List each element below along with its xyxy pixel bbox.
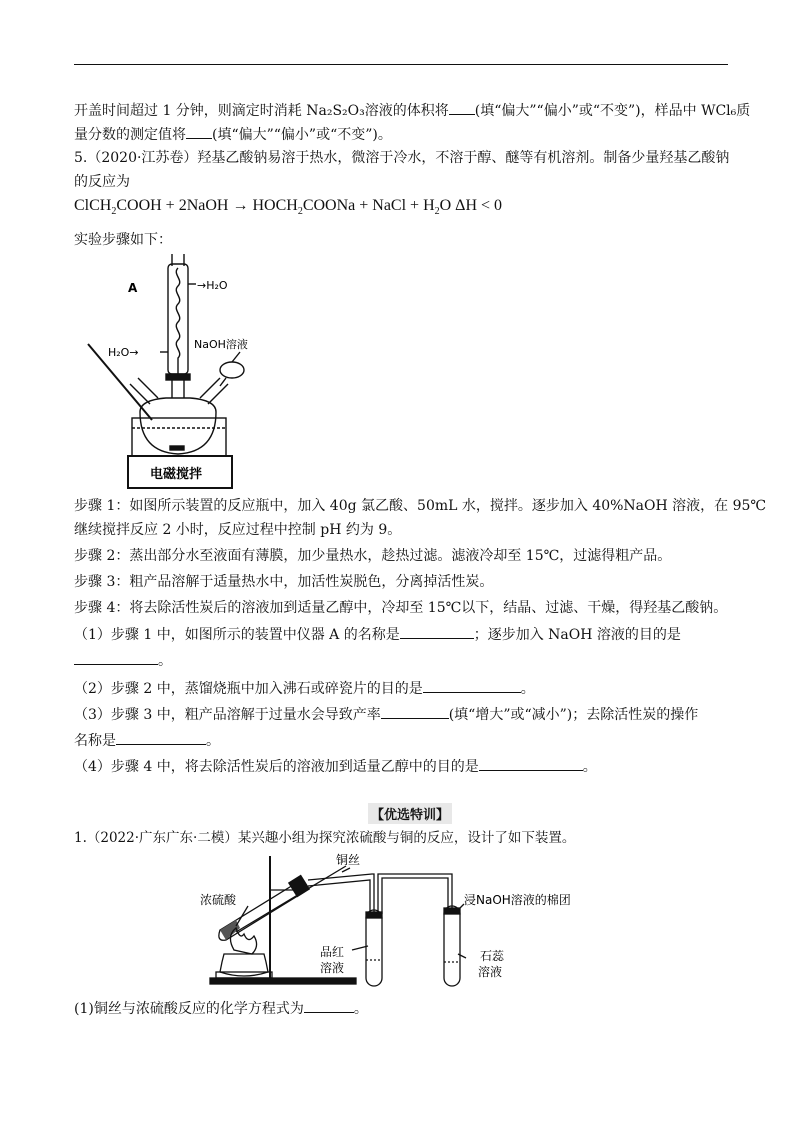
label-water-out: →H₂O	[197, 279, 228, 292]
practice-question-1: (1)铜丝与浓硫酸反应的化学方程式为 。	[74, 998, 368, 1019]
answer-blank-q3-yield[interactable]	[381, 704, 449, 719]
problem-5-intro: 5.（2020·江苏卷）羟基乙酸钠易溶于热水，微溶于冷水，不溶于醇、醚等有机溶剂。制备少量羟基乙酸钠	[74, 150, 730, 166]
question-2: （2）步骤 2 中，蒸馏烧瓶中加入沸石或碎瓷片的目的是 。	[74, 678, 535, 699]
answer-blank-q2[interactable]	[423, 678, 521, 693]
line-1-part-a: 开盖时间超过 1 分钟，则滴定时消耗 Na₂S₂O₃溶液的体积将	[74, 103, 449, 119]
label-pinhong-2: 溶液	[320, 961, 345, 975]
answer-blank-volume[interactable]	[449, 100, 475, 115]
label-copper-wire: 铜丝	[336, 853, 361, 867]
label-cotton: 浸NaOH溶液的棉团	[464, 893, 571, 907]
step-2: 步骤 2：蒸出部分水至液面有薄膜，加少量热水，趁热过滤。滤液冷却至 15℃，过滤得粗产品。	[74, 548, 672, 564]
answer-blank-q3-operation[interactable]	[116, 730, 206, 745]
question-1-cont: 。	[74, 650, 172, 671]
answer-blank-mass-fraction[interactable]	[186, 124, 212, 139]
question-4: （4）步骤 4 中，将去除活性炭后的溶液加到适量乙醇中的目的是 。	[74, 756, 597, 777]
line-2-part-b: (填“偏大”“偏小”或“不变”)。	[212, 127, 392, 143]
step-1-line-1: 步骤 1：如图所示装置的反应瓶中，加入 40g 氯乙酸、50mL 水，搅拌。逐步加入 40%NaOH 溶液，在 95℃	[74, 498, 767, 514]
question-3: （3）步骤 3 中，粗产品溶解于过量水会导致产率 (填“增大”或“减小”)；去除活性炭的操作	[74, 704, 698, 725]
stand-base	[210, 978, 356, 984]
label-stirrer: 电磁搅拌	[150, 467, 203, 482]
step-4: 步骤 4：将去除活性炭后的溶液加到适量乙醇中，冷却至 15℃以下，结晶、过滤、干燥，得羟基乙酸钠。	[74, 600, 728, 616]
alcohol-lamp	[220, 954, 268, 976]
line-2-part-a: 量分数的测定值将	[74, 127, 186, 143]
step-1-line-2: 继续搅拌反应 2 小时，反应过程中控制 pH 约为 9。	[74, 522, 402, 538]
answer-blank-q1-instrument[interactable]	[400, 624, 474, 639]
litmus-test-tube	[444, 906, 460, 986]
question-3-cont: 名称是 。	[74, 730, 220, 751]
copper-acid-apparatus-figure	[196, 850, 600, 990]
line-1-part-b: (填“偏大”“偏小”或“不变”)，样品中 WCl₆质	[474, 103, 751, 119]
label-a: A	[128, 281, 138, 295]
label-conc-acid: 浓硫酸	[200, 893, 237, 907]
text-line-2	[74, 124, 392, 145]
label-pinhong-1: 品红	[320, 945, 345, 959]
answer-blank-q1-purpose[interactable]	[74, 650, 158, 665]
question-1: （1）步骤 1 中，如图所示的装置中仪器 A 的名称是 ；逐步加入 NaOH 溶液的目的是	[74, 624, 681, 645]
label-litmus-2: 溶液	[478, 965, 503, 979]
pinhong-test-tube	[366, 910, 382, 986]
practice-problem-1: 1.（2022·广东广东·二模）某兴趣小组为探究浓硫酸与铜的反应，设计了如下装置。	[74, 830, 576, 846]
label-litmus-1: 石蕊	[480, 949, 505, 963]
step-3: 步骤 3：粗产品溶解于适量热水中，加活性炭脱色，分离掉活性炭。	[74, 574, 494, 590]
reaction-equation: ClCH$_2$COOH + 2NaOH → $HOCH_2COONa$ + NaCl + $H_2O$ ΔH < 0	[74, 197, 503, 218]
reflux-apparatus-figure	[80, 252, 280, 492]
reaction-intro: 的反应为	[74, 174, 130, 190]
steps-intro: 实验步骤如下：	[74, 232, 172, 248]
answer-blank-q4[interactable]	[479, 756, 583, 771]
label-naoh: NaOH溶液	[194, 338, 248, 351]
section-heading: 【优选特训】	[368, 803, 452, 824]
answer-blank-equation[interactable]	[304, 998, 354, 1013]
header-rule	[74, 64, 728, 65]
label-water-in: H₂O→	[108, 346, 139, 359]
text-line-1	[74, 100, 750, 121]
